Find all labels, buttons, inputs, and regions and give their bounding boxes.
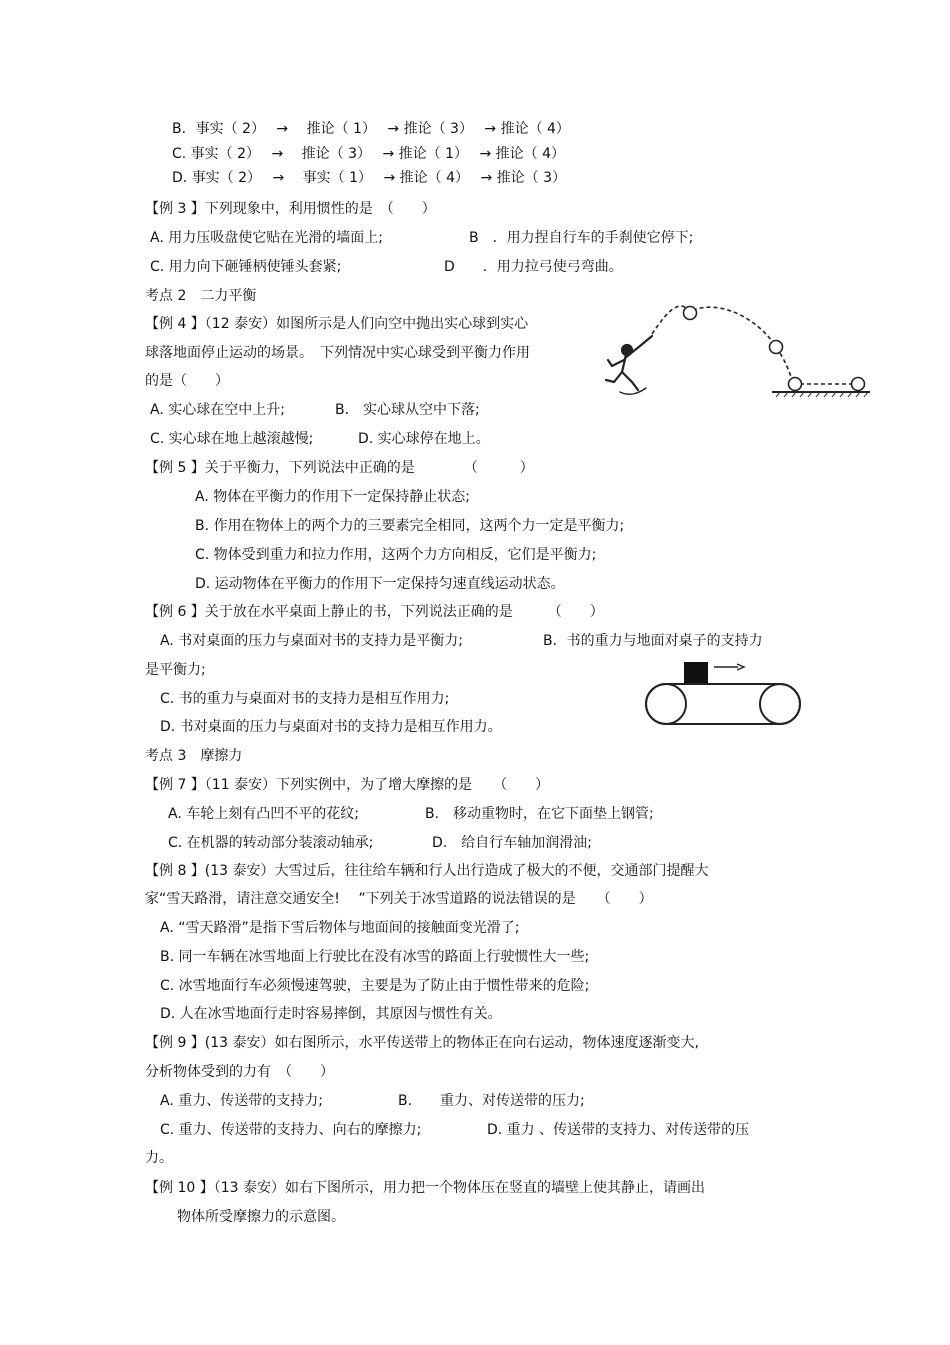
example-9-option-d: D. 重力 、传送带的支持力、对传送带的压 — [487, 1122, 750, 1138]
ball-at-rest — [852, 378, 865, 391]
example-9-option-b: B. 重力、对传送带的压力; — [398, 1093, 585, 1109]
box-on-belt — [684, 662, 708, 684]
section-3-heading: 考点 3 摩擦力 — [145, 748, 243, 764]
example-7-option-b: B. 移动重物时，在它下面垫上钢管; — [425, 806, 654, 822]
example-8-option-a: A. “雪天路滑”是指下雪后物体与地面间的接触面变光滑了; — [160, 920, 520, 936]
right-roller — [760, 684, 800, 724]
example-3-option-a: A. 用力压吸盘使它贴在光滑的墙面上; — [150, 230, 383, 246]
example-8-question-line-1: 【例 8 】(13 泰安）大雪过后，往往给车辆和行人出行造成了极大的不便，交通部门提醒大 — [145, 863, 709, 879]
example-9-option-a: A. 重力、传送带的支持力; — [160, 1093, 323, 1109]
example-6-option-b-continued: 是平衡力; — [145, 662, 206, 678]
example-9-question-line-2: 分析物体受到的力有 （ ） — [145, 1064, 334, 1080]
shot-put-trajectory-figure — [600, 300, 880, 405]
example-5-option-c: C. 物体受到重力和拉力作用，这两个力方向相反，它们是平衡力; — [195, 547, 597, 563]
example-9-option-c: C. 重力、传送带的支持力、向右的摩擦力; — [160, 1122, 422, 1138]
example-4-option-d: D. 实心球停在地上。 — [358, 431, 490, 447]
example-4-option-a: A. 实心球在空中上升; — [150, 402, 285, 418]
athlete-figure — [606, 336, 652, 394]
left-roller — [646, 684, 686, 724]
example-8-question-line-2: 家“雪天路滑，请注意交通安全! ”下列关于冰雪道路的说法错误的是 （ ） — [145, 891, 653, 907]
example-7-option-a: A. 车轮上刻有凸凹不平的花纹; — [168, 806, 359, 822]
example-8-option-c: C. 冰雪地面行车必须慢速驾驶，主要是为了防止由于惯性带来的危险; — [160, 978, 590, 994]
option-c-sequence: C. 事实（ 2） → 推论（ 3） → 推论（ 1） → 推论（ 4） — [172, 146, 565, 162]
motion-arrow-head — [737, 664, 744, 670]
example-8-option-b: B. 同一车辆在冰雪地面上行驶比在没有冰雪的路面上行驶惯性大一些; — [160, 949, 590, 965]
example-3-question: 【例 3 】下列现象中，利用惯性的是 （ ） — [145, 201, 436, 217]
example-9-question-line-1: 【例 9 】(13 泰安）如右图所示，水平传送带上的物体正在向右运动，物体速度逐渐变大, — [145, 1035, 699, 1051]
conveyor-belt-figure — [640, 658, 805, 726]
ball-landing — [789, 378, 802, 391]
ball-in-air-top — [684, 307, 697, 320]
example-5-option-b: B. 作用在物体上的两个力的三要素完全相同，这两个力一定是平衡力; — [195, 518, 625, 534]
example-6-option-b: B．书的重力与地面对桌子的支持力 — [543, 633, 763, 649]
example-7-option-d: D. 给自行车轴加润滑油; — [432, 835, 592, 851]
example-3-option-b: B ．用力捏自行车的手刹使它停下; — [469, 230, 694, 246]
option-d-sequence: D. 事实（ 2） → 事实（ 1） → 推论（ 4） → 推论（ 3） — [172, 170, 567, 186]
example-4-question-line-1: 【例 4 】（12 泰安）如图所示是人们向空中抛出实心球到实心 — [145, 316, 529, 332]
example-10-question-line-1: 【例 10 】（13 泰安）如右下图所示，用力把一个物体压在竖直的墙壁上使其静止，请画出 — [145, 1180, 705, 1196]
section-2-heading: 考点 2 二力平衡 — [145, 288, 257, 304]
example-6-question: 【例 6 】关于放在水平桌面上静止的书，下列说法正确的是 （ ） — [145, 604, 604, 620]
example-3-option-d: D ．用力拉弓使弓弯曲。 — [444, 259, 623, 275]
example-6-option-d: D. 书对桌面的压力与桌面对书的支持力是相互作用力。 — [160, 719, 502, 735]
example-9-option-d-continued: 力。 — [145, 1150, 173, 1166]
example-10-question-line-2: 物体所受摩擦力的示意图。 — [177, 1209, 345, 1225]
example-5-option-d: D. 运动物体在平衡力的作用下一定保持匀速直线运动状态。 — [195, 576, 565, 592]
example-7-question: 【例 7 】（11 泰安）下列实例中，为了增大摩擦的是 （ ） — [145, 777, 550, 793]
example-5-question: 【例 5 】关于平衡力，下列说法中正确的是 （ ） — [145, 460, 534, 476]
example-5-option-a: A. 物体在平衡力的作用下一定保持静止状态; — [195, 489, 470, 505]
example-4-question-line-2: 球落地面停止运动的场景。 下列情况中实心球受到平衡力作用 — [145, 345, 530, 361]
example-3-option-c: C. 用力向下砸锤柄使锤头套紧; — [150, 259, 342, 275]
example-6-option-c: C. 书的重力与桌面对书的支持力是相互作用力; — [160, 691, 450, 707]
belt-loop — [646, 684, 800, 724]
example-4-question-line-3: 的是（ ） — [145, 373, 229, 389]
example-8-option-d: D. 人在冰雪地面行走时容易摔倒，其原因与惯性有关。 — [160, 1006, 502, 1022]
example-4-option-b: B. 实心球从空中下落; — [335, 402, 480, 418]
example-7-option-c: C. 在机器的转动部分装滚动轴承; — [168, 835, 374, 851]
ball-falling — [770, 341, 783, 354]
option-b-sequence: B．事实（ 2） → 推论（ 1） → 推论（ 3） → 推论（ 4） — [172, 121, 570, 137]
example-6-option-a: A. 书对桌面的压力与桌面对书的支持力是平衡力; — [160, 633, 463, 649]
example-4-option-c: C. 实心球在地上越滚越慢; — [150, 431, 314, 447]
